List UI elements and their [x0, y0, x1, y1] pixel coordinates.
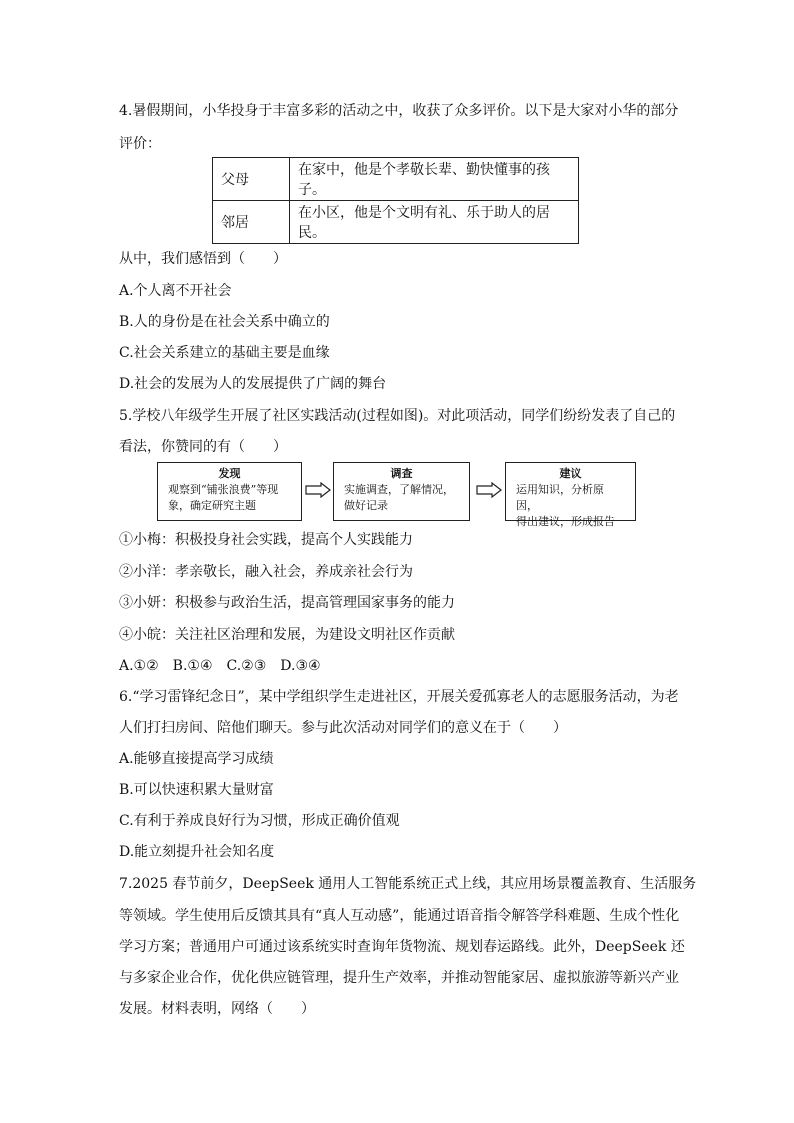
q7-line4: 与多家企业合作，优化供应链管理，提升生产效率，并推动智能家居、虚拟旅游等新兴产业 [119, 970, 679, 986]
q5-statement-4: ④小皖：关注社区治理和发展，为建设文明社区作贡献 [119, 627, 455, 643]
q6-option-c: C.有利于养成良好行为习惯，形成正确价值观 [119, 813, 400, 829]
q4-question: 从中，我们感悟到（ ） [119, 251, 287, 267]
q7-line2: 等领域。学生使用后反馈其具有“真人互动感”，能通过语音指令解答学科难题、生成个性化 [119, 908, 680, 924]
q5-statement-2: ②小洋：孝亲敬长，融入社会，养成亲社会行为 [119, 564, 413, 580]
q5-statement-1: ①小梅：积极投身社会实践，提高个人实践能力 [119, 532, 413, 548]
table-cell-who: 邻居 [213, 201, 290, 244]
q7-line3: 学习方案；普通用户可通过该系统实时查询年货物流、规划春运路线。此外，DeepSeek 还 [119, 939, 685, 955]
q6-option-d: D.能立刻提升社会知名度 [119, 844, 275, 860]
flow-box-line: 得出建议，形成报告 [516, 515, 615, 528]
q6-stem-line2: 人们打扫房间、陪他们聊天。参与此次活动对同学们的意义在于（ ） [119, 720, 567, 736]
table-cell-text: 在小区，他是个文明有礼、乐于助人的居民。 [290, 201, 579, 244]
flow-box-discover [157, 462, 302, 521]
q6-option-b: B.可以快速积累大量财富 [119, 782, 274, 798]
q7-line5: 发展。材料表明，网络（ ） [119, 1001, 315, 1017]
flow-box-line: 观察到“铺张浪费”等现 [168, 483, 279, 496]
q4-option-d: D.社会的发展为人的发展提供了广阔的舞台 [119, 376, 387, 392]
table-cell-text: 在家中，他是个孝敬长辈、勤快懂事的孩子。 [290, 158, 579, 201]
q4-stem-line2: 评价： [119, 136, 161, 152]
table-row [213, 158, 579, 201]
q6-option-a: A.能够直接提高学习成绩 [119, 751, 274, 767]
flow-box-title: 建议 [559, 467, 582, 480]
q4-option-c: C.社会关系建立的基础主要是血缘 [119, 345, 330, 361]
q4-option-b: B.人的身份是在社会关系中确立的 [119, 314, 330, 330]
q5-stem-line2: 看法，你赞同的有（ ） [119, 439, 287, 455]
q5-stem-line1: 5.学校八年级学生开展了社区实践活动(过程如图)。对此项活动，同学们纷纷发表了自己的 [119, 408, 676, 424]
flow-box-line: 做好记录 [344, 499, 388, 512]
table-row [213, 201, 579, 244]
flow-arrow-icon [305, 482, 331, 498]
flow-box-line: 运用知识，分析原因， [516, 483, 604, 512]
q4-option-a: A.个人离不开社会 [119, 283, 232, 299]
q4-stem-line1: 4.暑假期间，小华投身于丰富多彩的活动之中，收获了众多评价。以下是大家对小华的部分 [119, 103, 679, 119]
q4-evaluation-table [212, 157, 579, 244]
table-cell-who: 父母 [213, 158, 290, 201]
flow-arrow-icon [476, 482, 502, 498]
flow-box-line: 象，确定研究主题 [168, 499, 256, 512]
q5-statement-3: ③小妍：积极参与政治生活，提高管理国家事务的能力 [119, 595, 455, 611]
q7-line1: 7.2025 春节前夕，DeepSeek 通用人工智能系统正式上线，其应用场景覆盖教育、生活服务 [119, 876, 697, 892]
flow-box-title: 调查 [390, 467, 413, 480]
flow-box-title: 发现 [218, 467, 241, 480]
flow-box-suggest [505, 462, 636, 528]
flow-box-line: 实施调查，了解情况， [344, 483, 454, 496]
q6-stem-line1: 6.“学习雷锋纪念日”，某中学组织学生走进社区，开展关爱孤寡老人的志愿服务活动，为老 [119, 689, 679, 705]
flow-box-investigate [333, 462, 470, 521]
q5-options: A.①② B.①④ C.②③ D.③④ [119, 658, 321, 674]
